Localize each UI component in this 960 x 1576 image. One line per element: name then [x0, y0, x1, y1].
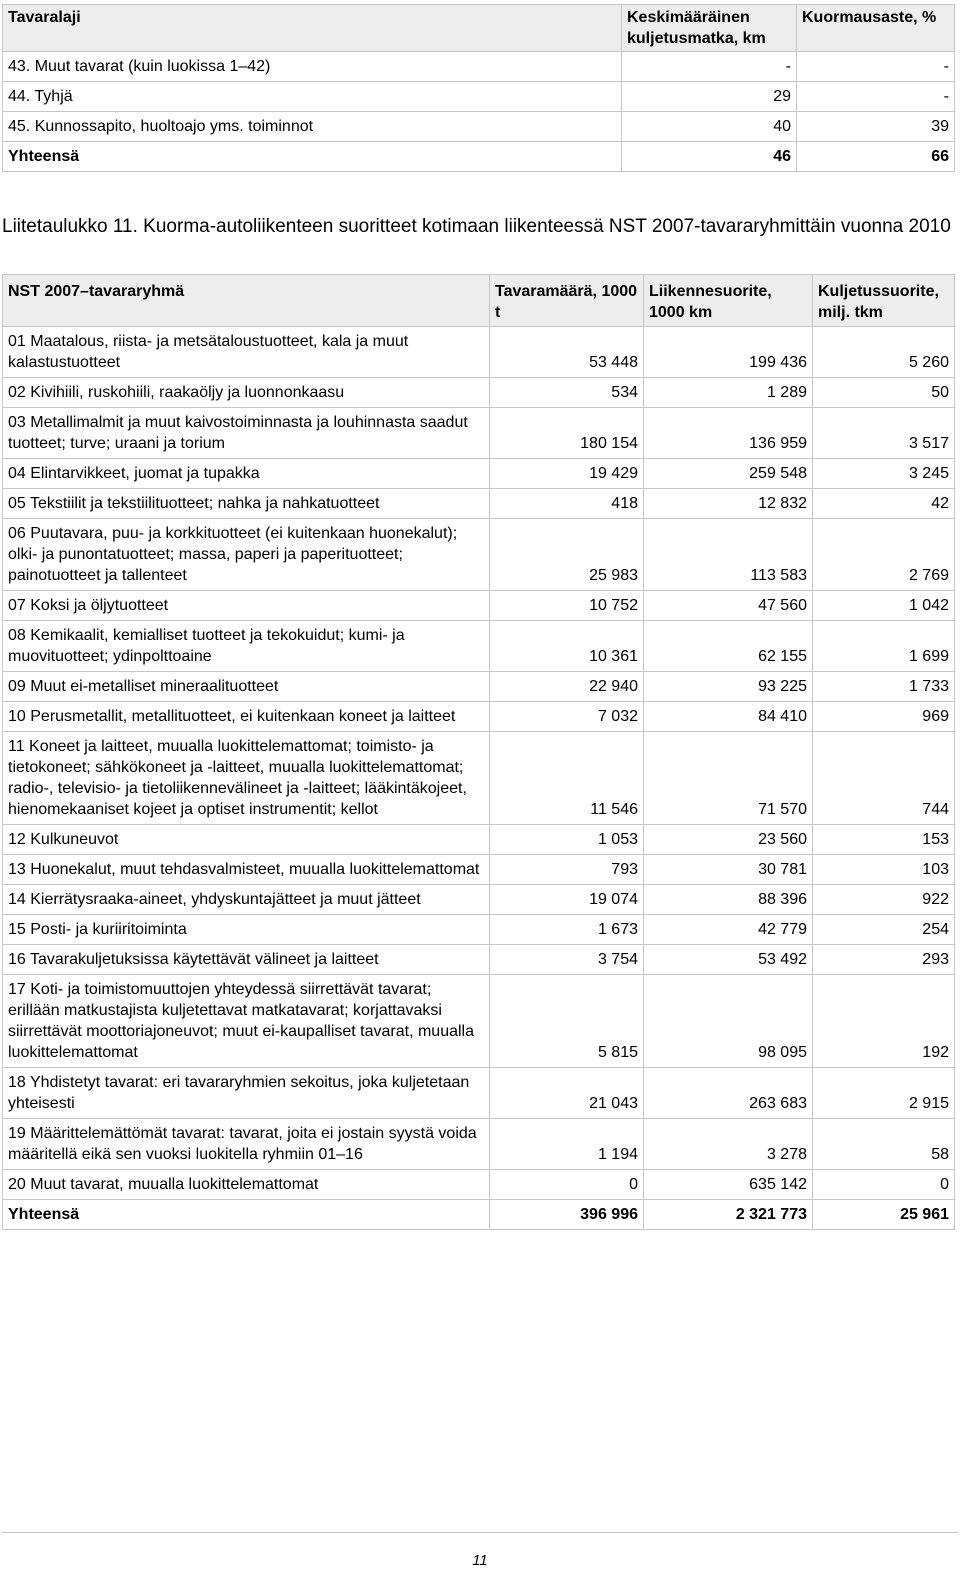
footer-divider: [2, 1532, 958, 1533]
cell-vehicle-km: 199 436: [644, 327, 813, 378]
table-row: [3, 408, 955, 459]
row-label: 19 Määrittelemättömät tavarat: tavarat, joita ei jostain syystä voida määritellä eikä sen vuoksi luokitella ryhmiin 01–16: [3, 1119, 490, 1170]
table-header-row: [3, 5, 955, 52]
cell-tonne-km: 58: [813, 1119, 955, 1170]
cell-tonnage: 10 752: [490, 591, 644, 621]
row-label: 15 Posti- ja kuriiritoiminta: [3, 915, 490, 945]
cell-tonne-km: 922: [813, 885, 955, 915]
cell-tonne-km: 153: [813, 825, 955, 855]
cell-tonne-km: 1 699: [813, 621, 955, 672]
table-row: [3, 945, 955, 975]
nst-goods-table: [2, 274, 955, 1230]
row-label: 08 Kemikaalit, kemialliset tuotteet ja tekokuidut; kumi- ja muovituotteet; ydinpolttoaine: [3, 621, 490, 672]
cell-vehicle-km: 23 560: [644, 825, 813, 855]
cell-vehicle-km: 98 095: [644, 975, 813, 1068]
table-row: [3, 855, 955, 885]
total-load-factor: 66: [797, 142, 955, 172]
cell-tonne-km: 969: [813, 702, 955, 732]
row-label: 16 Tavarakuljetuksissa käytettävät välineet ja laitteet: [3, 945, 490, 975]
row-label: 01 Maatalous, riista- ja metsätaloustuotteet, kala ja muut kalastustuotteet: [3, 327, 490, 378]
cell-load-factor: -: [797, 82, 955, 112]
cell-avg-distance: 40: [622, 112, 797, 142]
total-avg-distance: 46: [622, 142, 797, 172]
table-row: [3, 915, 955, 945]
table-row: [3, 519, 955, 591]
cell-vehicle-km: 42 779: [644, 915, 813, 945]
total-label: Yhteensä: [3, 142, 622, 172]
table-header-row: [3, 275, 955, 327]
header-cargo-type: Tavaralaji: [3, 5, 622, 52]
cell-vehicle-km: 3 278: [644, 1119, 813, 1170]
cell-vehicle-km: 62 155: [644, 621, 813, 672]
cell-tonnage: 1 053: [490, 825, 644, 855]
cargo-type-table: [2, 4, 955, 172]
table-row: [3, 1170, 955, 1200]
header-load-factor: Kuormausaste, %: [797, 5, 955, 52]
cell-avg-distance: 29: [622, 82, 797, 112]
cell-vehicle-km: 635 142: [644, 1170, 813, 1200]
cell-tonnage: 19 074: [490, 885, 644, 915]
cell-tonnage: 21 043: [490, 1068, 644, 1119]
cell-tonnage: 1 194: [490, 1119, 644, 1170]
row-label: 03 Metallimalmit ja muut kaivostoiminnasta ja louhinnasta saadut tuotteet; turve; uraani ja torium: [3, 408, 490, 459]
cell-tonnage: 19 429: [490, 459, 644, 489]
cell-tonne-km: 50: [813, 378, 955, 408]
cell-tonnage: 1 673: [490, 915, 644, 945]
cell-tonnage: 3 754: [490, 945, 644, 975]
row-label: 20 Muut tavarat, muualla luokittelemattomat: [3, 1170, 490, 1200]
total-vehicle-km: 2 321 773: [644, 1200, 813, 1230]
total-label: Yhteensä: [3, 1200, 490, 1230]
row-label: 04 Elintarvikkeet, juomat ja tupakka: [3, 459, 490, 489]
table-row: [3, 82, 955, 112]
cell-tonne-km: 3 245: [813, 459, 955, 489]
cell-tonnage: 793: [490, 855, 644, 885]
row-label: 13 Huonekalut, muut tehdasvalmisteet, muualla luokittelemattomat: [3, 855, 490, 885]
table-row: [3, 621, 955, 672]
cell-vehicle-km: 71 570: [644, 732, 813, 825]
table-body: [3, 327, 955, 1230]
cell-load-factor: 39: [797, 112, 955, 142]
total-tonnage: 396 996: [490, 1200, 644, 1230]
row-label: 11 Koneet ja laitteet, muualla luokittelemattomat; toimisto- ja tietokoneet; sähkökoneet ja -laitteet, muualla luokittelemattomat; radio-, televisio- ja tietoliikennevälineet ja -laitteet; lääkintäkojeet, hienomekaaniset kojeet ja optiset instrumentit; kellot: [3, 732, 490, 825]
cell-vehicle-km: 47 560: [644, 591, 813, 621]
cell-avg-distance: -: [622, 52, 797, 82]
cell-tonnage: 5 815: [490, 975, 644, 1068]
cell-tonne-km: 1 733: [813, 672, 955, 702]
cell-tonne-km: 192: [813, 975, 955, 1068]
cell-tonnage: 10 361: [490, 621, 644, 672]
cell-tonne-km: 42: [813, 489, 955, 519]
cell-tonnage: 534: [490, 378, 644, 408]
header-goods-group: NST 2007–tavararyhmä: [3, 275, 490, 327]
cell-tonne-km: 103: [813, 855, 955, 885]
table-row: [3, 975, 955, 1068]
row-label: 43. Muut tavarat (kuin luokissa 1–42): [3, 52, 622, 82]
cell-tonnage: 22 940: [490, 672, 644, 702]
cell-vehicle-km: 88 396: [644, 885, 813, 915]
table-row: [3, 702, 955, 732]
row-label: 10 Perusmetallit, metallituotteet, ei kuitenkaan koneet ja laitteet: [3, 702, 490, 732]
cell-tonnage: 25 983: [490, 519, 644, 591]
cell-tonnage: 53 448: [490, 327, 644, 378]
cell-vehicle-km: 53 492: [644, 945, 813, 975]
cell-tonne-km: 254: [813, 915, 955, 945]
cell-tonne-km: 0: [813, 1170, 955, 1200]
header-tonne-km: Kuljetussuorite, milj. tkm: [813, 275, 955, 327]
table-row: [3, 1068, 955, 1119]
table-row: [3, 885, 955, 915]
cell-vehicle-km: 12 832: [644, 489, 813, 519]
cell-tonne-km: 293: [813, 945, 955, 975]
row-label: 45. Kunnossapito, huoltoajo yms. toiminnot: [3, 112, 622, 142]
header-vehicle-km: Liikennesuorite, 1000 km: [644, 275, 813, 327]
cell-tonnage: 0: [490, 1170, 644, 1200]
cell-vehicle-km: 259 548: [644, 459, 813, 489]
header-tonnage: Tavaramäärä, 1000 t: [490, 275, 644, 327]
cell-tonne-km: 2 769: [813, 519, 955, 591]
table-row: [3, 378, 955, 408]
table-row: [3, 672, 955, 702]
row-label: 17 Koti- ja toimistomuuttojen yhteydessä siirrettävät tavarat; erillään matkustajista kuljetettavat matkatavarat; korjattavaksi siirrettävät moottoriajoneuvot; muut ei-kaupalliset tavarat, muualla luokittelemattomat: [3, 975, 490, 1068]
cell-tonnage: 11 546: [490, 732, 644, 825]
table-row: [3, 1119, 955, 1170]
cell-vehicle-km: 93 225: [644, 672, 813, 702]
cell-tonnage: 7 032: [490, 702, 644, 732]
cell-vehicle-km: 136 959: [644, 408, 813, 459]
row-label: 07 Koksi ja öljytuotteet: [3, 591, 490, 621]
cell-tonnage: 180 154: [490, 408, 644, 459]
row-label: 05 Tekstiilit ja tekstiilituotteet; nahka ja nahkatuotteet: [3, 489, 490, 519]
table-row: [3, 459, 955, 489]
cell-vehicle-km: 30 781: [644, 855, 813, 885]
page-number: 11: [472, 1552, 488, 1569]
cell-tonne-km: 1 042: [813, 591, 955, 621]
table-row: [3, 591, 955, 621]
total-tonne-km: 25 961: [813, 1200, 955, 1230]
cell-vehicle-km: 263 683: [644, 1068, 813, 1119]
cell-load-factor: -: [797, 52, 955, 82]
table-row: [3, 112, 955, 142]
row-label: 44. Tyhjä: [3, 82, 622, 112]
cell-tonnage: 418: [490, 489, 644, 519]
cell-tonne-km: 744: [813, 732, 955, 825]
row-label: 09 Muut ei-metalliset mineraalituotteet: [3, 672, 490, 702]
cell-vehicle-km: 1 289: [644, 378, 813, 408]
cell-vehicle-km: 84 410: [644, 702, 813, 732]
row-label: 14 Kierrätysraaka-aineet, yhdyskuntajätteet ja muut jätteet: [3, 885, 490, 915]
header-avg-distance: Keskimääräinen kuljetusmatka, km: [622, 5, 797, 52]
row-label: 02 Kivihiili, ruskohiili, raakaöljy ja luonnonkaasu: [3, 378, 490, 408]
cell-tonne-km: 3 517: [813, 408, 955, 459]
total-row: [3, 1200, 955, 1230]
cell-vehicle-km: 113 583: [644, 519, 813, 591]
table-row: [3, 52, 955, 82]
cell-tonne-km: 2 915: [813, 1068, 955, 1119]
row-label: 18 Yhdistetyt tavarat: eri tavararyhmien sekoitus, joka kuljetetaan yhteisesti: [3, 1068, 490, 1119]
row-label: 12 Kulkuneuvot: [3, 825, 490, 855]
table-row: [3, 327, 955, 378]
table-row: [3, 825, 955, 855]
table-row: [3, 732, 955, 825]
table-caption: Liitetaulukko 11. Kuorma-autoliikenteen suoritteet kotimaan liikenteessä NST 2007-tavararyhmittäin vuonna 2010: [2, 216, 951, 237]
cell-tonne-km: 5 260: [813, 327, 955, 378]
total-row: [3, 142, 955, 172]
row-label: 06 Puutavara, puu- ja korkkituotteet (ei kuitenkaan huonekalut); olki- ja punontatuotteet; massa, paperi ja paperituotteet; painotuotteet ja tallenteet: [3, 519, 490, 591]
table-row: [3, 489, 955, 519]
